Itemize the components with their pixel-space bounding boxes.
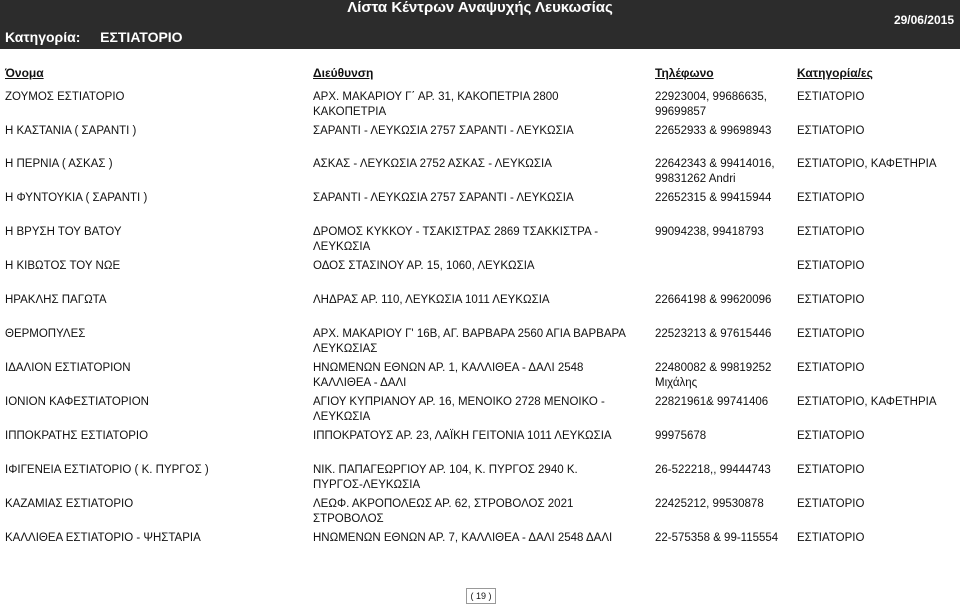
row-category: ΕΣΤΙΑΤΟΡΙΟ xyxy=(797,464,865,476)
row-phone xyxy=(655,429,791,444)
category-label: Κατηγορία: xyxy=(5,29,81,45)
phone-line: 22652315 & 99415944 xyxy=(655,192,772,204)
row-name: Η ΚΙΒΩΤΟΣ ΤΟΥ ΝΩΕ xyxy=(5,260,121,272)
row-category: ΕΣΤΙΑΤΟΡΙΟ xyxy=(797,125,865,137)
row-phone xyxy=(655,90,791,120)
row-address xyxy=(313,225,635,255)
row-category: ΕΣΤΙΑΤΟΡΙΟ, ΚΑΦΕΤΗΡΙΑ xyxy=(797,158,937,170)
row-name: Η ΒΡΥΣΗ ΤΟΥ ΒΑΤΟΥ xyxy=(5,226,122,238)
phone-line: 22821961& 99741406 xyxy=(655,396,769,408)
row-name: Η ΠΕΡΝΙΑ ( ΑΣΚΑΣ ) xyxy=(5,158,113,170)
row-phone xyxy=(655,497,791,512)
row-phone xyxy=(655,293,791,308)
row-category: ΕΣΤΙΑΤΟΡΙΟ xyxy=(797,328,865,340)
address-line: ΣΤΡΟΒΟΛΟΣ xyxy=(313,513,384,525)
phone-line: 99699857 xyxy=(655,106,707,118)
row-category: ΕΣΤΙΑΤΟΡΙΟ xyxy=(797,226,865,238)
address-line: ΛΕΥΚΩΣΙΑΣ xyxy=(313,343,378,355)
row-category: ΕΣΤΙΑΤΟΡΙΟ xyxy=(797,532,865,544)
report-title: Λίστα Κέντρων Αναψυχής Λευκωσίας xyxy=(347,0,613,16)
address-line: ΙΠΠΟΚΡΑΤΟΥΣ ΑΡ. 23, ΛΑΪΚΗ ΓΕΙΤΟΝΙΑ 1011 ΛΕΥΚΩΣΙΑ xyxy=(313,430,612,442)
address-line: ΑΡΧ. ΜΑΚΑΡΙΟΥ Γ΄ ΑΡ. 31, ΚΑΚΟΠΕΤΡΙΑ 2800 xyxy=(313,91,559,103)
address-line: ΑΓΙΟΥ ΚΥΠΡΙΑΝΟΥ ΑΡ. 16, ΜΕΝΟΙΚΟ 2728 ΜΕΝΟΙΚΟ - xyxy=(313,396,605,408)
address-line: ΠΥΡΓΟΣ-ΛΕΥΚΩΣΙΑ xyxy=(313,479,421,491)
row-address xyxy=(313,361,635,391)
phone-line: 26-522218,, 99444743 xyxy=(655,464,771,476)
row-name: ΙΠΠΟΚΡΑΤΗΣ ΕΣΤΙΑΤΟΡΙΟ xyxy=(5,430,149,442)
address-line: ΟΔΟΣ ΣΤΑΣΙΝΟΥ ΑΡ. 15, 1060, ΛΕΥΚΩΣΙΑ xyxy=(313,260,535,272)
row-category: ΕΣΤΙΑΤΟΡΙΟ, ΚΑΦΕΤΗΡΙΑ xyxy=(797,396,937,408)
row-address xyxy=(313,395,635,425)
row-name: ΙΦΙΓΕΝΕΙΑ ΕΣΤΙΑΤΟΡΙΟ ( Κ. ΠΥΡΓΟΣ ) xyxy=(5,464,209,476)
column-header-name: Όνομα xyxy=(5,66,44,80)
row-phone xyxy=(655,531,791,546)
row-name: ΘΕΡΜΟΠΥΛΕΣ xyxy=(5,328,86,340)
row-name: ΖΟΥΜΟΣ ΕΣΤΙΑΤΟΡΙΟ xyxy=(5,91,125,103)
address-line: ΛΗΔΡΑΣ ΑΡ. 110, ΛΕΥΚΩΣΙΑ 1011 ΛΕΥΚΩΣΙΑ xyxy=(313,294,550,306)
row-phone xyxy=(655,361,791,391)
row-category: ΕΣΤΙΑΤΟΡΙΟ xyxy=(797,430,865,442)
row-phone xyxy=(655,463,791,478)
address-line: ΔΡΟΜΟΣ ΚΥΚΚΟΥ - ΤΣΑΚΙΣΤΡΑΣ 2869 ΤΣΑΚΚΙΣΤΡΑ - xyxy=(313,226,599,238)
row-category: ΕΣΤΙΑΤΟΡΙΟ xyxy=(797,192,865,204)
phone-line: 22480082 & 99819252 xyxy=(655,362,772,374)
page-number: ( 19 ) xyxy=(466,588,496,604)
report-date: 29/06/2015 xyxy=(893,13,954,27)
address-line: ΛΕΥΚΩΣΙΑ xyxy=(313,411,371,423)
address-line: ΚΑΛΛΙΘΕΑ - ΔΑΛΙ xyxy=(313,377,407,389)
phone-line: 22664198 & 99620096 xyxy=(655,294,772,306)
row-address xyxy=(313,531,635,546)
row-address xyxy=(313,157,635,172)
row-phone xyxy=(655,191,791,206)
phone-line: 22642343 & 99414016, xyxy=(655,158,775,170)
address-line: ΗΝΩΜΕΝΩΝ ΕΘΝΩΝ ΑΡ. 7, ΚΑΛΛΙΘΕΑ - ΔΑΛΙ 2548 ΔΑΛΙ xyxy=(313,532,613,544)
row-address xyxy=(313,429,635,444)
row-address xyxy=(313,90,635,120)
row-address xyxy=(313,463,635,493)
row-name: ΗΡΑΚΛΗΣ ΠΑΓΩΤΑ xyxy=(5,294,107,306)
column-header-category: Κατηγορία/ες xyxy=(797,66,873,80)
row-phone xyxy=(655,225,791,240)
row-name: Η ΚΑΣΤΑΝΙΑ ( ΣΑΡΑΝΤΙ ) xyxy=(5,125,137,137)
row-category: ΕΣΤΙΑΤΟΡΙΟ xyxy=(797,498,865,510)
column-header-phone: Τηλέφωνο xyxy=(655,66,714,80)
address-line: ΑΡΧ. ΜΑΚΑΡΙΟΥ Γ' 16Β, ΑΓ. ΒΑΡΒΑΡΑ 2560 ΑΓΙΑ ΒΑΡΒΑΡΑ xyxy=(313,328,626,340)
row-address xyxy=(313,191,635,206)
row-name: Η ΦΥΝΤΟΥΚΙΑ ( ΣΑΡΑΝΤΙ ) xyxy=(5,192,148,204)
row-category: ΕΣΤΙΑΤΟΡΙΟ xyxy=(797,294,865,306)
row-phone xyxy=(655,395,791,410)
row-address xyxy=(313,497,635,527)
row-category: ΕΣΤΙΑΤΟΡΙΟ xyxy=(797,91,865,103)
row-name: ΚΑΖΑΜΙΑΣ ΕΣΤΙΑΤΟΡΙΟ xyxy=(5,498,134,510)
row-phone xyxy=(655,157,791,187)
address-line: ΗΝΩΜΕΝΩΝ ΕΘΝΩΝ ΑΡ. 1, ΚΑΛΛΙΘΕΑ - ΔΑΛΙ 2548 xyxy=(313,362,584,374)
phone-line: 99831262 Andri xyxy=(655,173,736,185)
row-address xyxy=(313,259,635,274)
phone-line: 22923004, 99686635, xyxy=(655,91,767,103)
phone-line: 99975678 xyxy=(655,430,707,442)
row-address xyxy=(313,124,635,139)
row-address xyxy=(313,293,635,308)
row-address xyxy=(313,327,635,357)
report-header xyxy=(0,0,960,49)
phone-line: 22652933 & 99698943 xyxy=(655,125,772,137)
row-phone xyxy=(655,124,791,139)
category-heading xyxy=(5,29,183,45)
row-category: ΕΣΤΙΑΤΟΡΙΟ xyxy=(797,362,865,374)
address-line: ΚΑΚΟΠΕΤΡΙΑ xyxy=(313,106,387,118)
address-line: ΛΕΩΦ. ΑΚΡΟΠΟΛΕΩΣ ΑΡ. 62, ΣΤΡΟΒΟΛΟΣ 2021 xyxy=(313,498,574,510)
phone-line: 99094238, 99418793 xyxy=(655,226,764,238)
phone-line: Μιχάλης xyxy=(655,377,698,389)
address-line: ΣΑΡΑΝΤΙ - ΛΕΥΚΩΣΙΑ 2757 ΣΑΡΑΝΤΙ - ΛΕΥΚΩΣΙΑ xyxy=(313,192,574,204)
row-name: ΚΑΛΛΙΘΕΑ ΕΣΤΙΑΤΟΡΙΟ - ΨΗΣΤΑΡΙΑ xyxy=(5,532,201,544)
column-header-address: Διεύθυνση xyxy=(313,66,374,80)
phone-line: 22425212, 99530878 xyxy=(655,498,764,510)
phone-line: 22-575358 & 99-115554 xyxy=(655,532,779,544)
address-line: ΑΣΚΑΣ - ΛΕΥΚΩΣΙΑ 2752 ΑΣΚΑΣ - ΛΕΥΚΩΣΙΑ xyxy=(313,158,552,170)
row-name: ΙΟΝΙΟΝ ΚΑΦΕΣΤΙΑΤΟΡΙΟΝ xyxy=(5,396,149,408)
row-category: ΕΣΤΙΑΤΟΡΙΟ xyxy=(797,260,865,272)
category-value: ΕΣΤΙΑΤΟΡΙΟ xyxy=(100,29,183,45)
address-line: ΛΕΥΚΩΣΙΑ xyxy=(313,241,371,253)
row-phone xyxy=(655,327,791,342)
address-line: ΣΑΡΑΝΤΙ - ΛΕΥΚΩΣΙΑ 2757 ΣΑΡΑΝΤΙ - ΛΕΥΚΩΣΙΑ xyxy=(313,125,574,137)
row-name: ΙΔΑΛΙΟΝ ΕΣΤΙΑΤΟΡΙΟΝ xyxy=(5,362,131,374)
address-line: ΝΙΚ. ΠΑΠΑΓΕΩΡΓΙΟΥ ΑΡ. 104, Κ. ΠΥΡΓΟΣ 2940 Κ. xyxy=(313,464,578,476)
phone-line: 22523213 & 97615446 xyxy=(655,328,772,340)
